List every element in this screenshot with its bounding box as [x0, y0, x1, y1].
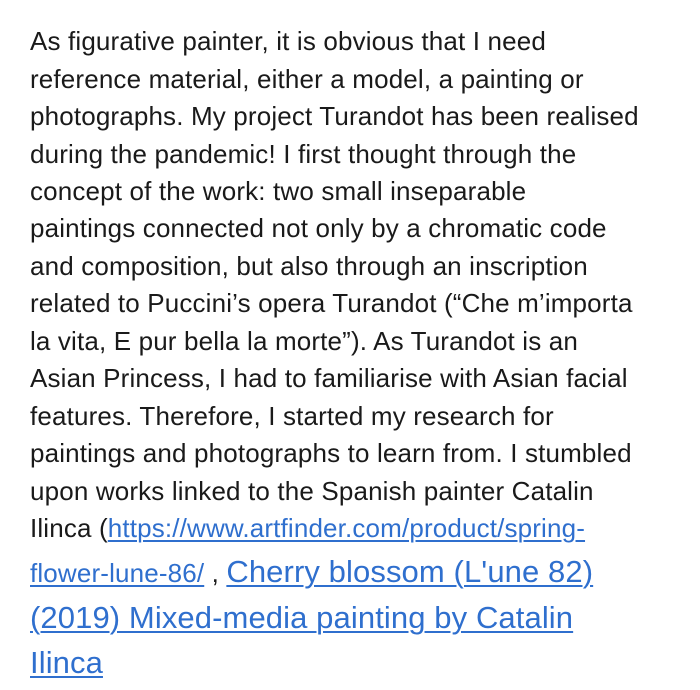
text-line: Asian Princess, I had to familiarise with Asian facial	[30, 363, 628, 393]
text-line: related to Puccini’s opera Turandot (“Che m’importa	[30, 288, 633, 318]
text-line: paintings connected not only by a chromatic code	[30, 213, 607, 243]
text-line: and composition, but also through an inscription	[30, 251, 588, 281]
text-line-link	[30, 645, 103, 681]
link-separator: ,	[204, 558, 227, 588]
cherry-blossom-painting-link[interactable]: Cherry blossom (L'une 82)	[226, 554, 594, 589]
text-line: during the pandemic! I first thought through the	[30, 139, 577, 169]
text-line-with-url	[30, 513, 585, 543]
text-line: upon works linked to the Spanish painter Catalin	[30, 476, 594, 506]
artfinder-url-link[interactable]: https://www.artfinder.com/product/spring-	[107, 513, 586, 543]
text-line-link	[30, 600, 573, 636]
cherry-blossom-painting-link-continued[interactable]: (2019) Mixed-media painting by Catalin	[30, 600, 574, 635]
text-line: la vita, E pur bella la morte”). As Turandot is an	[30, 326, 578, 356]
text-line: As figurative painter, it is obvious that I need	[30, 26, 546, 56]
cherry-blossom-painting-link-end[interactable]: Ilinca	[30, 645, 103, 680]
text-line: concept of the work: two small inseparable	[30, 176, 527, 206]
text-line: paintings and photographs to learn from. I stumbled	[30, 438, 632, 468]
text-line: photographs. My project Turandot has been realised	[30, 101, 639, 131]
line-prefix: Ilinca (	[30, 513, 108, 543]
artfinder-url-link-continued[interactable]: flower-lune-86/	[30, 558, 205, 588]
text-line-with-links	[30, 553, 593, 593]
text-line: features. Therefore, I started my research for	[30, 401, 554, 431]
text-line: reference material, either a model, a painting or	[30, 64, 584, 94]
